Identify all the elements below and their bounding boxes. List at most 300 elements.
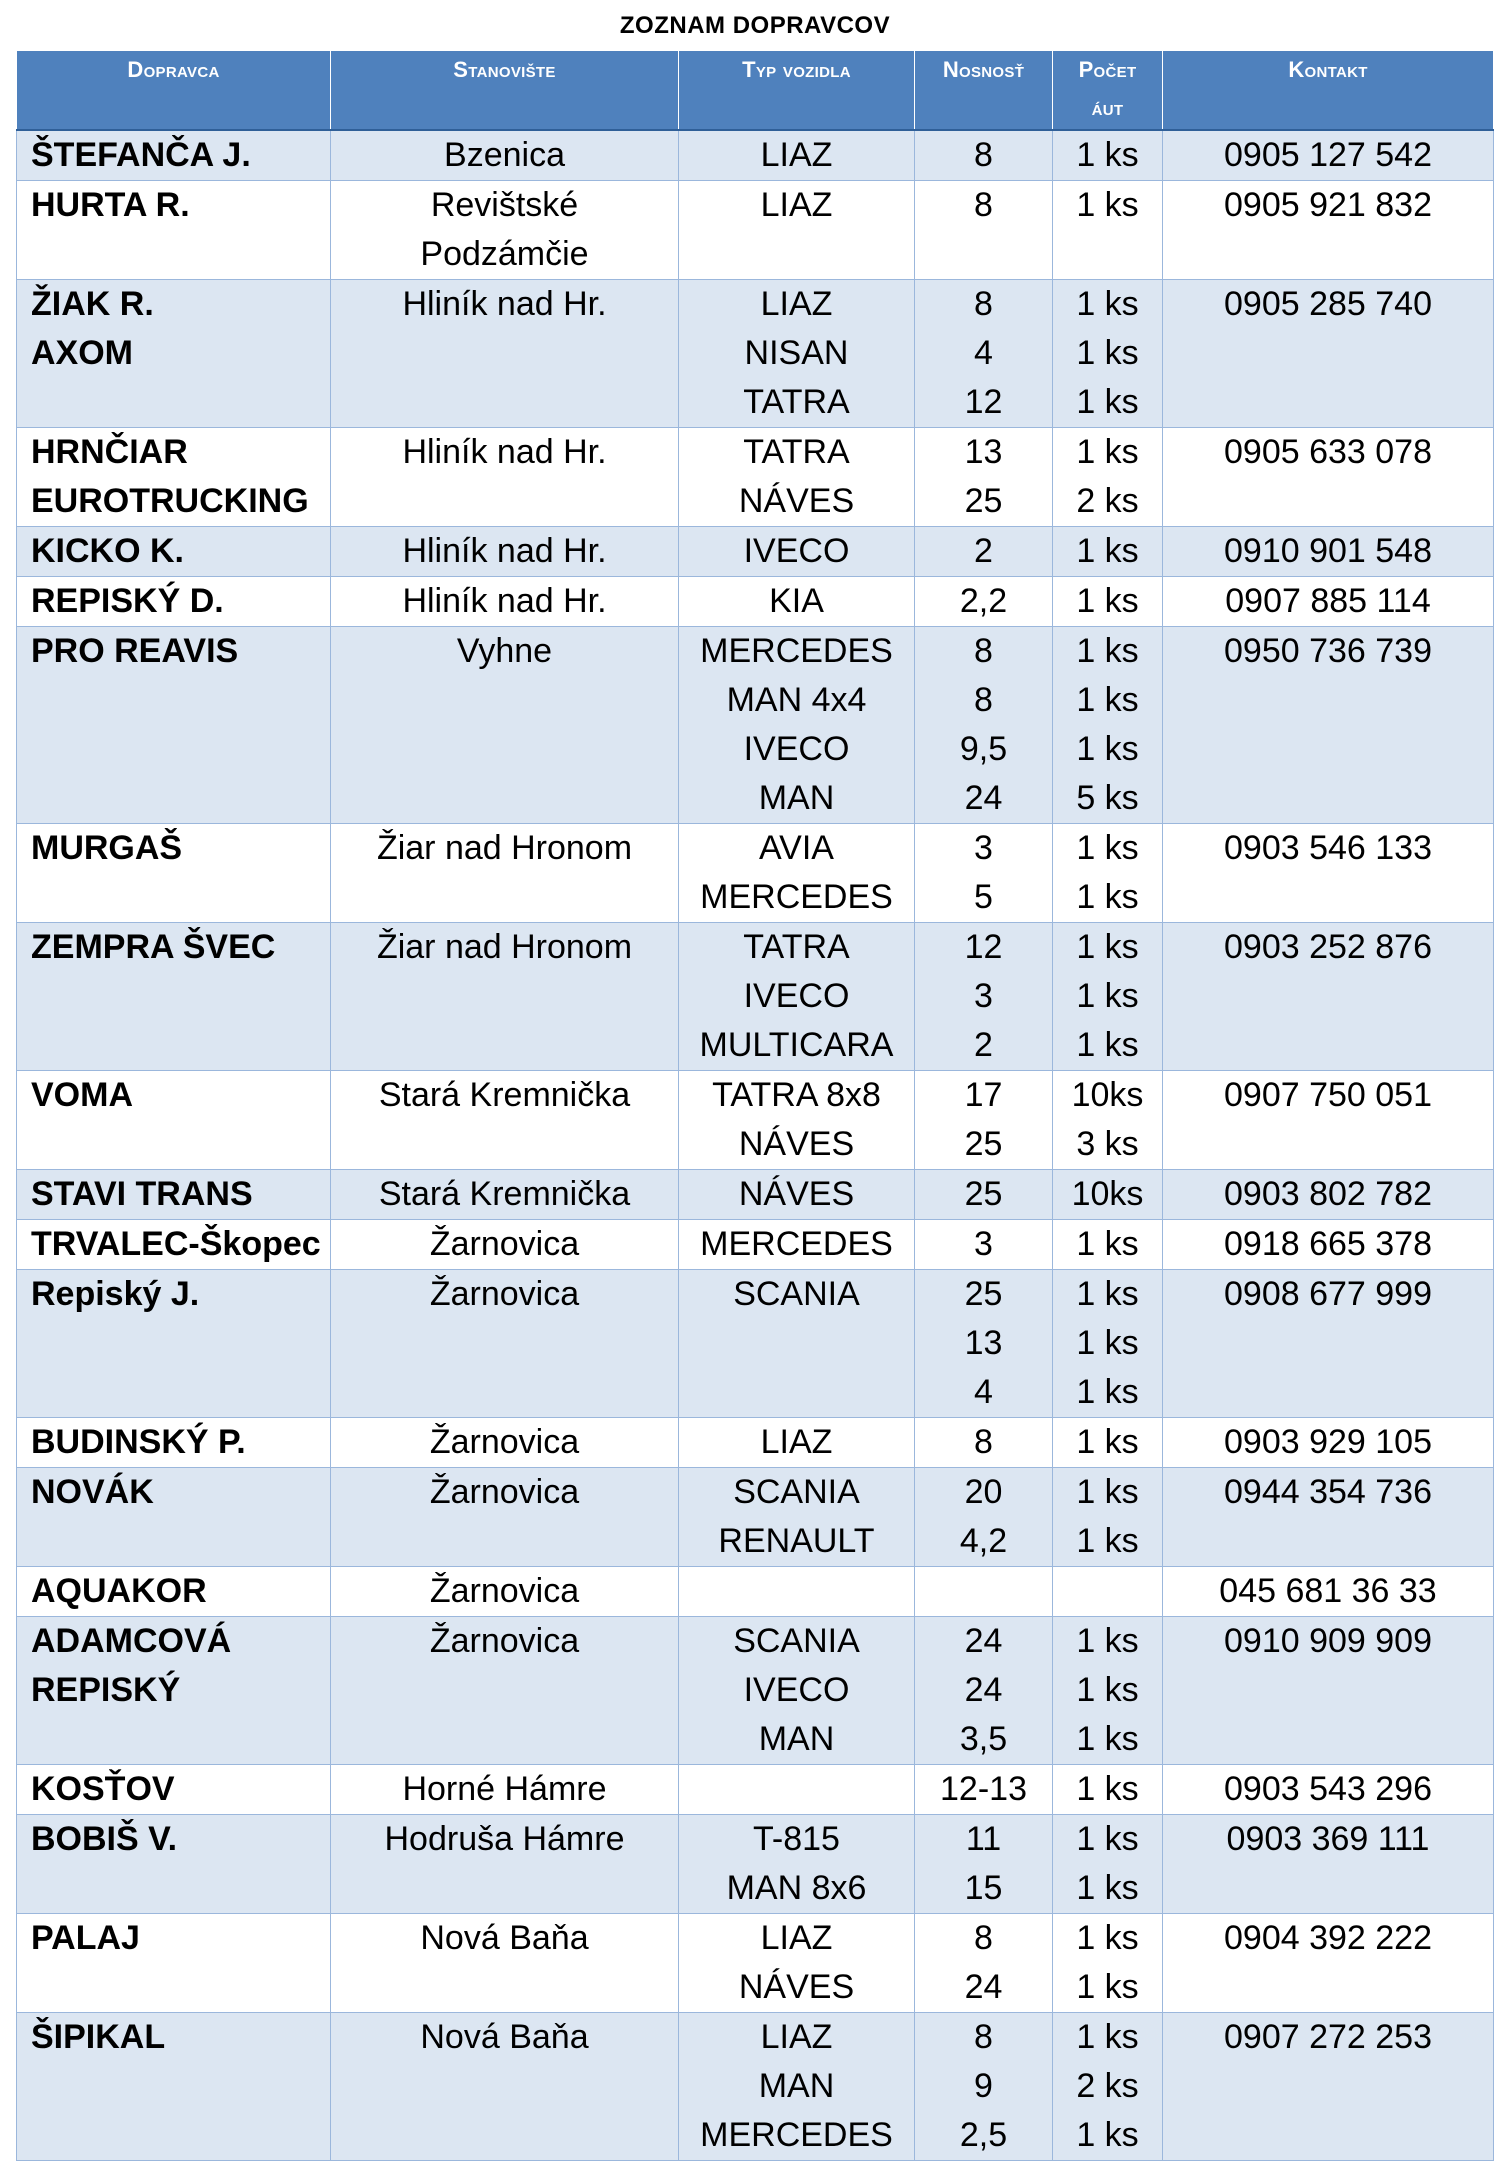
vehicle-type: MAN (758, 1720, 835, 1758)
vehicle-count-cell (1053, 923, 1163, 1071)
capacity: 12-13 (940, 1770, 1027, 1808)
vehicle-type: MERCEDES (700, 2116, 893, 2154)
capacity: 9 (974, 2067, 993, 2105)
carrier-name-cell (17, 1914, 331, 2013)
vehicle-type: TATRA (743, 928, 850, 966)
carrier-name: ŠTEFANČA J. (31, 136, 251, 174)
carrier-name-cell (17, 1418, 331, 1468)
vehicle-type: AVIA (759, 829, 834, 867)
location: Hliník nad Hr. (402, 532, 607, 570)
capacity: 25 (964, 1175, 1003, 1213)
location-cell (331, 428, 679, 527)
capacity: 4 (974, 334, 993, 372)
vehicle-count-cell (1053, 1815, 1163, 1914)
location: Žiar nad Hronom (376, 829, 633, 867)
vehicle-count-cell (1053, 1418, 1163, 1468)
capacity-cell (915, 1914, 1053, 2013)
carrier-name-cell (17, 1815, 331, 1914)
carrier-name-cell (17, 577, 331, 627)
vehicle-type: LIAZ (760, 136, 833, 174)
vehicle-count-cell (1053, 1270, 1163, 1418)
location: Žarnovica (429, 1225, 580, 1263)
vehicle-count: 1 ks (1076, 878, 1139, 916)
contact-phone: 0908 677 999 (1224, 1275, 1432, 1313)
carrier-name: HRNČIAR (31, 433, 188, 471)
capacity-cell (915, 1220, 1053, 1270)
carrier-name-cell (17, 923, 331, 1071)
vehicle-count: 1 ks (1076, 334, 1139, 372)
vehicle-count-cell (1053, 2013, 1163, 2161)
carrier-name: NOVÁK (31, 1473, 154, 1511)
capacity-cell (915, 1170, 1053, 1220)
carrier-name: BOBIŠ V. (31, 1820, 178, 1858)
carrier-name: STAVI TRANS (31, 1175, 253, 1213)
carrier-name: KOSŤOV (31, 1770, 175, 1808)
capacity: 2,5 (959, 2116, 1008, 2154)
location: Hodruša Hámre (384, 1820, 625, 1858)
vehicle-count: 1 ks (1076, 582, 1139, 620)
vehicle-type: MAN (758, 2067, 835, 2105)
contact-phone-cell (1163, 428, 1494, 527)
vehicle-count-cell (1053, 527, 1163, 577)
contact-phone: 0904 392 222 (1224, 1919, 1432, 1957)
contact-phone: 0903 252 876 (1224, 928, 1432, 966)
vehicle-count: 1 ks (1076, 1622, 1139, 1660)
vehicle-type-cell (679, 130, 915, 181)
capacity: 4 (974, 1373, 993, 1411)
capacity-cell (915, 428, 1053, 527)
vehicle-type-cell (679, 1468, 915, 1567)
vehicle-count: 1 ks (1076, 532, 1139, 570)
capacity: 8 (974, 136, 993, 174)
header-contact: Kontakt (1163, 51, 1494, 131)
vehicle-type: NÁVES (738, 1968, 855, 2006)
header-count-line1: Počet (1078, 57, 1137, 82)
vehicle-type: MERCEDES (700, 1225, 893, 1263)
carrier-name: BUDINSKÝ P. (31, 1423, 246, 1461)
contact-phone-cell (1163, 1468, 1494, 1567)
contact-phone: 0905 633 078 (1224, 433, 1432, 471)
contact-phone: 0907 750 051 (1224, 1076, 1432, 1114)
contact-phone-cell (1163, 1071, 1494, 1170)
contact-phone: 0907 885 114 (1225, 582, 1431, 620)
vehicle-type-cell (679, 1170, 915, 1220)
vehicle-count: 1 ks (1076, 1770, 1139, 1808)
carrier-name: EUROTRUCKING (31, 482, 309, 520)
table-row (17, 2013, 1494, 2161)
contact-phone-cell (1163, 2013, 1494, 2161)
vehicle-count: 1 ks (1076, 1720, 1139, 1758)
capacity-cell (915, 130, 1053, 181)
carrier-name: ADAMCOVÁ (31, 1622, 232, 1660)
vehicle-count: 1 ks (1076, 1324, 1139, 1362)
contact-phone: 0907 272 253 (1224, 2018, 1432, 2056)
vehicle-count: 10ks (1071, 1076, 1144, 1114)
table-row (17, 824, 1494, 923)
location-cell (331, 627, 679, 824)
contact-phone: 0905 921 832 (1224, 186, 1432, 224)
carrier-name: PRO REAVIS (31, 632, 239, 670)
capacity-cell (915, 1815, 1053, 1914)
contact-phone-cell (1163, 1765, 1494, 1815)
capacity: 13 (964, 433, 1003, 471)
vehicle-type-cell (679, 1220, 915, 1270)
carrier-name: Repiský J. (31, 1275, 200, 1313)
capacity: 8 (974, 681, 993, 719)
location: Hliník nad Hr. (402, 433, 607, 471)
vehicle-count: 1 ks (1076, 285, 1139, 323)
vehicle-count: 2 ks (1076, 2067, 1139, 2105)
vehicle-count: 1 ks (1076, 2116, 1139, 2154)
vehicle-type: MERCEDES (700, 878, 893, 916)
vehicle-type: MAN 4x4 (726, 681, 867, 719)
vehicle-type: LIAZ (760, 1919, 833, 1957)
vehicle-count: 1 ks (1076, 1423, 1139, 1461)
capacity: 3,5 (959, 1720, 1008, 1758)
vehicle-type: LIAZ (760, 285, 833, 323)
vehicle-type: IVECO (743, 977, 850, 1015)
vehicle-type: SCANIA (733, 1275, 860, 1313)
capacity: 12 (964, 383, 1003, 421)
vehicle-type: LIAZ (760, 186, 833, 224)
vehicle-count-cell (1053, 1567, 1163, 1617)
vehicle-count: 1 ks (1076, 1919, 1139, 1957)
capacity-cell (915, 1468, 1053, 1567)
location: Hliník nad Hr. (402, 285, 607, 323)
capacity: 8 (974, 2018, 993, 2056)
vehicle-count-cell (1053, 428, 1163, 527)
table-row (17, 1914, 1494, 2013)
capacity-cell (915, 923, 1053, 1071)
location: Bzenica (444, 136, 565, 174)
carrier-name: VOMA (31, 1076, 133, 1114)
carrier-name: KICKO K. (31, 532, 184, 570)
vehicle-count: 3 ks (1076, 1125, 1139, 1163)
table-row (17, 627, 1494, 824)
carrier-name-cell (17, 181, 331, 280)
carrier-name-cell (17, 1617, 331, 1765)
carrier-name-cell (17, 1170, 331, 1220)
location: Stará Kremnička (378, 1076, 631, 1114)
capacity: 2 (974, 1026, 993, 1064)
location-cell (331, 1418, 679, 1468)
vehicle-count-cell (1053, 1170, 1163, 1220)
vehicle-count: 1 ks (1076, 928, 1139, 966)
vehicle-type: NÁVES (738, 1175, 855, 1213)
capacity: 25 (964, 1125, 1003, 1163)
table-row (17, 1071, 1494, 1170)
vehicle-count: 1 ks (1076, 730, 1139, 768)
vehicle-type: LIAZ (760, 2018, 833, 2056)
table-header-row (17, 51, 1494, 131)
location-cell (331, 923, 679, 1071)
table-row (17, 280, 1494, 428)
vehicle-type-cell (679, 1567, 915, 1617)
carrier-name-cell (17, 627, 331, 824)
vehicle-count: 1 ks (1076, 1968, 1139, 2006)
capacity-cell (915, 1418, 1053, 1468)
carrier-name-cell (17, 428, 331, 527)
vehicle-type: MAN 8x6 (726, 1869, 867, 1907)
capacity: 17 (964, 1076, 1003, 1114)
vehicle-type-cell (679, 1418, 915, 1468)
location-cell (331, 1270, 679, 1418)
carrier-name-cell (17, 1567, 331, 1617)
capacity: 8 (974, 1423, 993, 1461)
vehicle-count: 2 ks (1076, 482, 1139, 520)
capacity-cell (915, 1765, 1053, 1815)
capacity-cell (915, 1071, 1053, 1170)
capacity: 3 (974, 829, 993, 867)
carrier-name-cell (17, 1220, 331, 1270)
vehicle-count: 1 ks (1076, 1820, 1139, 1858)
capacity: 25 (964, 1275, 1003, 1313)
vehicle-type: LIAZ (760, 1423, 833, 1461)
contact-phone: 0905 285 740 (1224, 285, 1432, 323)
capacity-cell (915, 181, 1053, 280)
header-location: Stanovište (331, 51, 679, 131)
location-cell (331, 1468, 679, 1567)
vehicle-type-cell (679, 824, 915, 923)
table-row (17, 428, 1494, 527)
location-cell (331, 577, 679, 627)
table-row (17, 1567, 1494, 1617)
vehicle-count: 1 ks (1076, 1671, 1139, 1709)
location-cell (331, 280, 679, 428)
carrier-name-cell (17, 1270, 331, 1418)
vehicle-type-cell (679, 1815, 915, 1914)
vehicle-type: IVECO (743, 1671, 850, 1709)
vehicle-type: RENAULT (718, 1522, 875, 1560)
carrier-name: ŽIAK R. (31, 285, 154, 323)
capacity: 24 (964, 779, 1003, 817)
vehicle-type: MERCEDES (700, 632, 893, 670)
capacity: 13 (964, 1324, 1003, 1362)
contact-phone: 0903 369 111 (1226, 1820, 1430, 1858)
contact-phone-cell (1163, 1567, 1494, 1617)
carrier-name-cell (17, 130, 331, 181)
capacity: 3 (974, 1225, 993, 1263)
carrier-name-cell (17, 1765, 331, 1815)
vehicle-count: 1 ks (1076, 433, 1139, 471)
vehicle-type: NÁVES (738, 482, 855, 520)
vehicle-type: IVECO (743, 730, 850, 768)
location-cell (331, 1170, 679, 1220)
capacity: 8 (974, 285, 993, 323)
carrier-name-cell (17, 2013, 331, 2161)
vehicle-type: SCANIA (733, 1473, 860, 1511)
vehicle-count: 1 ks (1076, 829, 1139, 867)
vehicle-type: T-815 (753, 1820, 840, 1858)
vehicle-count: 1 ks (1076, 681, 1139, 719)
capacity-cell (915, 627, 1053, 824)
table-row (17, 1765, 1494, 1815)
capacity: 3 (974, 977, 993, 1015)
carrier-name: AXOM (31, 334, 133, 372)
vehicle-type: SCANIA (733, 1622, 860, 1660)
capacity: 8 (974, 186, 993, 224)
location: Hliník nad Hr. (402, 582, 607, 620)
carrier-name-cell (17, 1071, 331, 1170)
location-cell (331, 2013, 679, 2161)
table-row (17, 923, 1494, 1071)
header-count (1053, 51, 1163, 131)
vehicle-type-cell (679, 527, 915, 577)
vehicle-count-cell (1053, 280, 1163, 428)
vehicle-count-cell (1053, 181, 1163, 280)
contact-phone: 0903 543 296 (1224, 1770, 1432, 1808)
location-cell (331, 824, 679, 923)
capacity: 11 (965, 1820, 1002, 1858)
contact-phone-cell (1163, 527, 1494, 577)
carrier-name: PALAJ (31, 1919, 140, 1957)
contact-phone-cell (1163, 1914, 1494, 2013)
capacity-cell (915, 1270, 1053, 1418)
vehicle-type-cell (679, 923, 915, 1071)
table-row (17, 130, 1494, 181)
vehicle-count: 1 ks (1076, 632, 1139, 670)
vehicle-count: 1 ks (1076, 977, 1139, 1015)
location: Nová Baňa (420, 2018, 589, 2056)
vehicle-type: TATRA 8x8 (712, 1076, 881, 1114)
page-title: ZOZNAM DOPRAVCOV (619, 12, 891, 39)
vehicle-count: 1 ks (1076, 1275, 1139, 1313)
table-row (17, 1468, 1494, 1567)
table-row (17, 1815, 1494, 1914)
vehicle-type-cell (679, 1071, 915, 1170)
vehicle-count-cell (1053, 1765, 1163, 1815)
header-vehicle-type: Typ vozidla (679, 51, 915, 131)
contact-phone-cell (1163, 1220, 1494, 1270)
contact-phone-cell (1163, 824, 1494, 923)
capacity: 2,2 (959, 582, 1008, 620)
location: Žarnovica (429, 1473, 580, 1511)
carrier-table (16, 50, 1494, 2161)
location-cell (331, 1220, 679, 1270)
vehicle-type: KIA (769, 582, 824, 620)
contact-phone-cell (1163, 923, 1494, 1071)
capacity: 25 (964, 482, 1003, 520)
location: Vyhne (456, 632, 553, 670)
carrier-name: REPISKÝ D. (31, 582, 224, 620)
vehicle-count: 1 ks (1076, 2018, 1139, 2056)
vehicle-type-cell (679, 577, 915, 627)
vehicle-count: 1 ks (1076, 1026, 1139, 1064)
capacity: 20 (964, 1473, 1003, 1511)
vehicle-type-cell (679, 1617, 915, 1765)
capacity-cell (915, 824, 1053, 923)
vehicle-count: 1 ks (1076, 1869, 1139, 1907)
vehicle-count-cell (1053, 824, 1163, 923)
table-row (17, 1170, 1494, 1220)
vehicle-count-cell (1053, 1914, 1163, 2013)
vehicle-type-cell (679, 428, 915, 527)
location-cell (331, 130, 679, 181)
contact-phone-cell (1163, 280, 1494, 428)
contact-phone: 0910 909 909 (1224, 1622, 1432, 1660)
capacity-cell (915, 280, 1053, 428)
location-cell (331, 527, 679, 577)
capacity: 4,2 (959, 1522, 1008, 1560)
contact-phone: 0903 546 133 (1224, 829, 1432, 867)
location: Žiar nad Hronom (376, 928, 633, 966)
vehicle-type: TATRA (743, 433, 850, 471)
header-carrier: Dopravca (17, 51, 331, 131)
vehicle-type: NISAN (744, 334, 849, 372)
table-row (17, 577, 1494, 627)
vehicle-type: TATRA (743, 383, 850, 421)
carrier-name: AQUAKOR (31, 1572, 207, 1610)
carrier-name: TRVALEC-Škopec (31, 1225, 321, 1263)
location: Žarnovica (429, 1572, 580, 1610)
location-cell (331, 1617, 679, 1765)
capacity: 8 (974, 632, 993, 670)
contact-phone-cell (1163, 577, 1494, 627)
vehicle-type: MAN (758, 779, 835, 817)
vehicle-count: 1 ks (1076, 1373, 1139, 1411)
location: Žarnovica (429, 1622, 580, 1660)
vehicle-count-cell (1053, 130, 1163, 181)
contact-phone: 0903 802 782 (1224, 1175, 1432, 1213)
vehicle-count: 1 ks (1076, 136, 1139, 174)
vehicle-count-cell (1053, 1220, 1163, 1270)
vehicle-type-cell (679, 2013, 915, 2161)
contact-phone: 0950 736 739 (1224, 632, 1432, 670)
header-count-line2: áut (1091, 95, 1124, 120)
capacity-cell (915, 2013, 1053, 2161)
contact-phone-cell (1163, 1418, 1494, 1468)
table-row (17, 1617, 1494, 1765)
contact-phone-cell (1163, 627, 1494, 824)
location-cell (331, 1071, 679, 1170)
capacity: 9,5 (959, 730, 1008, 768)
contact-phone-cell (1163, 181, 1494, 280)
capacity: 24 (964, 1968, 1003, 2006)
carrier-name-cell (17, 527, 331, 577)
carrier-name-cell (17, 280, 331, 428)
location-cell (331, 1765, 679, 1815)
table-row (17, 1220, 1494, 1270)
vehicle-type-cell (679, 1765, 915, 1815)
capacity-cell (915, 1567, 1053, 1617)
vehicle-count: 10ks (1071, 1175, 1144, 1213)
vehicle-count-cell (1053, 1617, 1163, 1765)
vehicle-count: 1 ks (1076, 186, 1139, 224)
carrier-name-cell (17, 824, 331, 923)
capacity: 12 (964, 928, 1003, 966)
vehicle-count-cell (1053, 1468, 1163, 1567)
vehicle-type-cell (679, 181, 915, 280)
location-cell (331, 1815, 679, 1914)
location: Revištské (430, 186, 579, 224)
contact-phone: 0905 127 542 (1224, 136, 1432, 174)
vehicle-type-cell (679, 627, 915, 824)
capacity: 8 (974, 1919, 993, 1957)
contact-phone-cell (1163, 1270, 1494, 1418)
table-row (17, 1270, 1494, 1418)
contact-phone: 0944 354 736 (1224, 1473, 1432, 1511)
contact-phone: 0918 665 378 (1224, 1225, 1432, 1263)
location: Horné Hámre (402, 1770, 607, 1808)
vehicle-type: IVECO (743, 532, 850, 570)
location-cell (331, 181, 679, 280)
vehicle-count: 1 ks (1076, 383, 1139, 421)
location-cell (331, 1914, 679, 2013)
capacity: 15 (964, 1869, 1003, 1907)
table-row (17, 181, 1494, 280)
vehicle-type-cell (679, 1270, 915, 1418)
vehicle-count: 1 ks (1076, 1522, 1139, 1560)
